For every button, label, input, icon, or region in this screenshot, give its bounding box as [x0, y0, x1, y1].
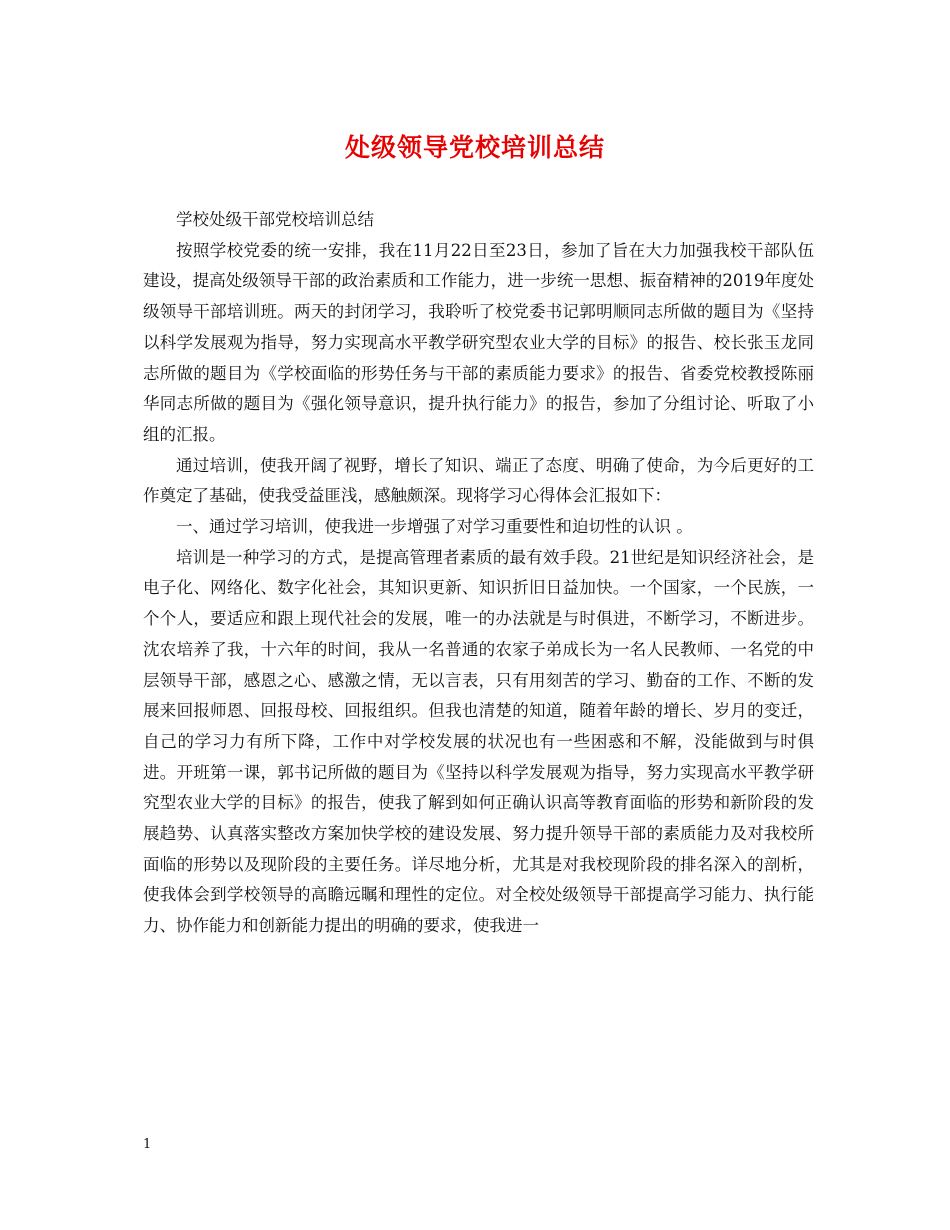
page-number: 1 [143, 1137, 152, 1152]
document-title: 处级领导党校培训总结 [344, 133, 605, 162]
paragraph: 按照学校党委的统一安排，我在11月22日至23日，参加了旨在大力加强我校干部队伍建设，提高处级领导干部的政治素质和工作能力，进一步统一思想、振奋精神的2019年度处级领导干部培训班。两天的封闭学习，我聆听了校党委书记郭明顺同志所做的题目为《坚持以科学发展观为指导，努力实现高水平教学研究型农业大学的目标》的报告、校长张玉龙同志所做的题目为《学校面临的形势任务与干部的素质能力要求》的报告、省委党校教授陈丽华同志所做的题目为《强化领导意识，提升执行能力》的报告，参加了分组讨论、听取了小组的汇报。 [143, 240, 814, 444]
paragraph-subtitle: 学校处级干部党校培训总结 [176, 210, 374, 229]
document-body [143, 205, 814, 942]
paragraph: 培训是一种学习的方式，是提高管理者素质的最有效手段。21世纪是知识经济社会，是电子化、网络化、数字化社会，其知识更新、知识折旧日益加快。一个国家，一个民族，一个个人，要适应和跟上现代社会的发展，唯一的办法就是与时俱进，不断学习，不断进步。沈农培养了我，十六年的时间，我从一名普通的农家子弟成长为一名人民教师、一名党的中层领导干部，感恩之心、感激之情，无以言表，只有用刻苦的学习、勤奋的工作、不断的发展来回报师恩、回报母校、回报组织。但我也清楚的知道，随着年龄的增长、岁月的变迁，自己的学习力有所下降，工作中对学校发展的状况也有一些困惑和不解，没能做到与时俱进。开班第一课，郭书记所做的题目为《坚持以科学发展观为指导，努力实现高水平教学研究型农业大学的目标》的报告，使我了解到如何正确认识高等教育面临的形势和新阶段的发展趋势、认真落实整改方案加快学校的建设发展、努力提升领导干部的素质能力及对我校所面临的形势以及现阶段的主要任务。详尽地分析，尤其是对我校现阶段的排名深入的剖析，使我体会到学校领导的高瞻远瞩和理性的定位。对全校处级领导干部提高学习能力、执行能力、协作能力和创新能力提出的明确的要求，使我进一 [143, 547, 814, 936]
section-heading: 一、通过学习培训，使我进一步增强了对学习重要性和迫切性的认识 。 [176, 517, 693, 537]
paragraph: 通过培训，使我开阔了视野，增长了知识、端正了态度、明确了使命，为今后更好的工作奠定了基础，使我受益匪浅，感触颇深。现将学习心得体会汇报如下： [143, 455, 814, 506]
